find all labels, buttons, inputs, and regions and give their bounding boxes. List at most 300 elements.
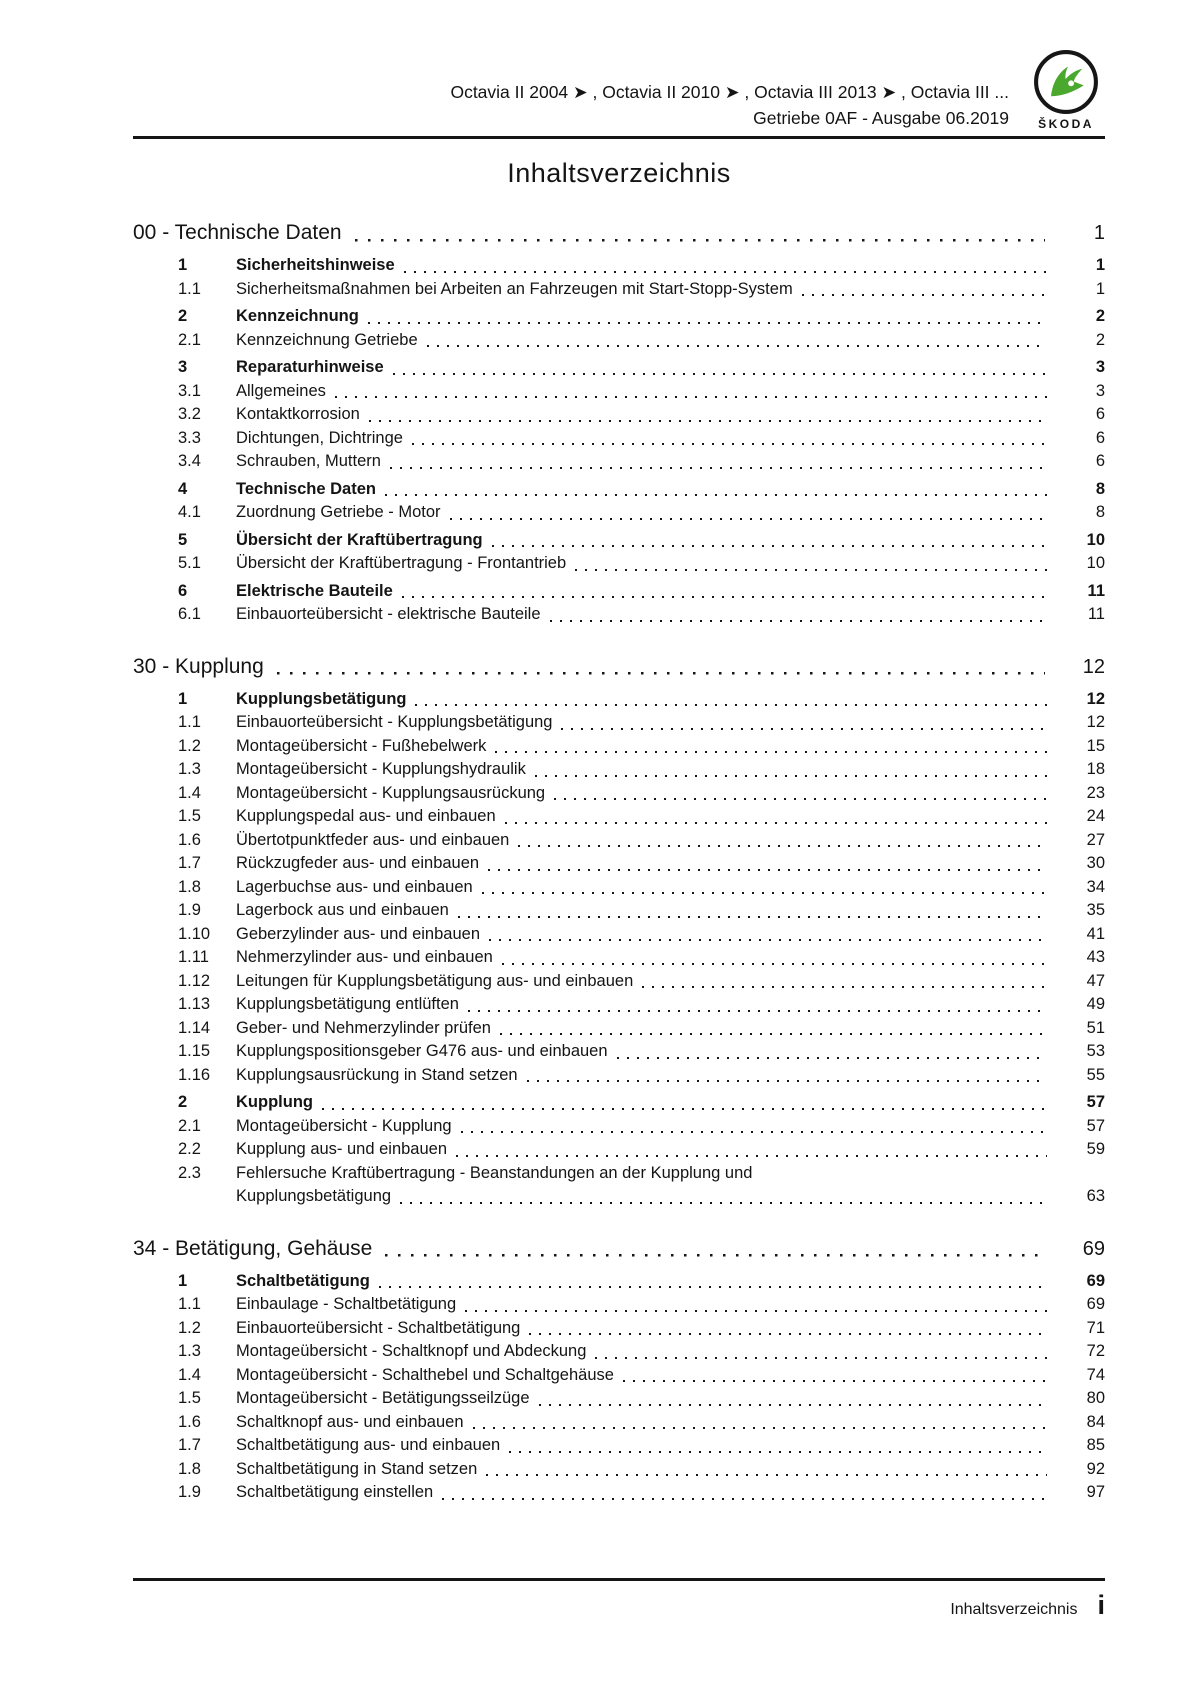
- toc-page-number: 6: [1095, 428, 1105, 447]
- toc-dotted-leader: [442, 1481, 1047, 1505]
- toc-entry-title-block: [236, 735, 1057, 759]
- toc-entry-number: 1.5: [178, 1389, 201, 1407]
- toc-entry-line: [236, 688, 1057, 712]
- toc-entry-title: Montageübersicht - Schaltknopf und Abdeckung: [236, 1342, 587, 1360]
- toc-dotted-leader: [509, 1434, 1047, 1458]
- toc-dotted-leader: [554, 782, 1047, 806]
- toc-entry-title: Montageübersicht - Kupplungshydraulik: [236, 760, 526, 778]
- footer-rule: [133, 1578, 1105, 1581]
- toc-entry-number: 1.5: [178, 807, 201, 825]
- toc-page-number: 12: [1086, 689, 1105, 708]
- toc-entry-number: 1.8: [178, 1459, 201, 1478]
- toc-entry-title-block: [236, 1364, 1057, 1388]
- toc-entry-title-block: [236, 1138, 1057, 1162]
- toc-page-number: 30: [1086, 854, 1105, 872]
- toc-page-number: 57: [1086, 1093, 1105, 1111]
- toc-entry-title: Übertotpunktfeder aus- und einbauen: [236, 830, 510, 849]
- toc-dotted-leader: [486, 1458, 1047, 1482]
- toc-row: [133, 1091, 1105, 1115]
- toc-entry-title-block: [236, 758, 1057, 782]
- toc-dotted-leader: [427, 329, 1047, 353]
- toc-entry-line: [236, 1270, 1057, 1294]
- toc-row: [133, 403, 1105, 427]
- toc-page-number: 97: [1086, 1483, 1105, 1501]
- toc-entry-number: 1: [178, 256, 188, 274]
- toc-dotted-leader: [623, 1364, 1047, 1388]
- toc-dotted-leader: [535, 758, 1047, 782]
- chapter-page-number: 1: [1093, 222, 1105, 244]
- chapter-dotted-leader: [277, 653, 1045, 681]
- toc-entry-title-block: [236, 580, 1057, 604]
- toc-entry-title-block: [236, 380, 1057, 404]
- toc-page-number: 10: [1086, 530, 1105, 549]
- toc-dotted-leader: [415, 688, 1047, 712]
- toc-entry-title-block: [236, 805, 1057, 829]
- toc-entry-title: Übersicht der Kraftübertragung - Frontantrieb: [236, 554, 567, 572]
- toc-entry-line: [236, 852, 1057, 876]
- toc-page-number: 12: [1086, 713, 1105, 731]
- toc-entry-line: [236, 1317, 1057, 1341]
- toc-page-number: 80: [1086, 1389, 1105, 1407]
- toc-page-number: 3: [1095, 381, 1105, 400]
- toc-entry-title: Schaltbetätigung in Stand setzen: [236, 1459, 478, 1478]
- toc-entry-number: 2: [178, 307, 188, 325]
- toc-row: [133, 380, 1105, 404]
- toc-dotted-leader: [473, 1411, 1047, 1435]
- toc-entry-title: Fehlersuche Kraftübertragung - Beanstandungen an der Kupplung und: [236, 1163, 753, 1182]
- toc-row: [133, 1064, 1105, 1088]
- toc-entry-line: [236, 529, 1057, 553]
- toc-entry-title: Einbauorteübersicht - elektrische Bauteile: [236, 605, 541, 623]
- toc-entry-title: Elektrische Bauteile: [236, 581, 393, 600]
- toc-page-number: 2: [1095, 307, 1105, 325]
- toc-dotted-leader: [400, 1185, 1047, 1209]
- toc-entry-number: 1.16: [178, 1065, 211, 1084]
- header-models-line: Octavia II 2004 ➤ , Octavia II 2010 ➤ , Octavia III 2013 ➤ , Octavia III ...: [450, 82, 1009, 102]
- toc-entry-number: 2.1: [178, 330, 201, 349]
- toc-page-number: 15: [1086, 736, 1105, 755]
- toc-entry-line: [236, 1364, 1057, 1388]
- toc-dotted-leader: [458, 899, 1047, 923]
- toc-page-number: 51: [1086, 1018, 1105, 1037]
- toc-entry-line: [236, 711, 1057, 735]
- toc-entry-line: [236, 1411, 1057, 1435]
- toc-entry-number: 1.6: [178, 830, 201, 849]
- toc-entry-title: Reparaturhinweise: [236, 358, 384, 376]
- toc-row: [133, 278, 1105, 302]
- toc-entry-line: [236, 946, 1057, 970]
- skoda-wing-icon: [1032, 48, 1100, 116]
- toc-entry-title-block: [236, 993, 1057, 1017]
- toc-entry-line: [236, 1115, 1057, 1139]
- toc-row: [133, 1458, 1105, 1482]
- toc-page-number: 69: [1086, 1295, 1105, 1313]
- toc-dotted-leader: [482, 876, 1047, 900]
- toc-entry-title-block: [236, 852, 1057, 876]
- toc-dotted-leader: [402, 580, 1047, 604]
- toc-row: [133, 805, 1105, 829]
- toc-entry-title-block: [236, 829, 1057, 853]
- toc-entry-line: [236, 758, 1057, 782]
- toc-page-number: 43: [1086, 948, 1105, 966]
- toc-entry-number: 1: [178, 689, 188, 708]
- toc-row: [133, 1040, 1105, 1064]
- toc-row: [133, 1387, 1105, 1411]
- toc-row: [133, 1317, 1105, 1341]
- toc-dotted-leader: [505, 805, 1047, 829]
- toc-entry-number: 2.3: [178, 1163, 201, 1182]
- toc-row: [133, 711, 1105, 735]
- toc-entry-number: 1.8: [178, 877, 201, 896]
- toc-entry-line: [236, 403, 1057, 427]
- toc-entry-title: Geber- und Nehmerzylinder prüfen: [236, 1018, 491, 1037]
- toc-entry-line: [236, 305, 1057, 329]
- chapter-dotted-leader: [355, 219, 1045, 247]
- toc-dotted-leader: [502, 946, 1047, 970]
- toc-row: [133, 876, 1105, 900]
- toc-entry-number: 1.2: [178, 736, 201, 755]
- toc-dotted-leader: [468, 993, 1047, 1017]
- toc-entry-title-block: [236, 1481, 1057, 1505]
- toc-page-number: 63: [1086, 1187, 1105, 1205]
- toc-entry-number: 3.3: [178, 428, 201, 447]
- toc-dotted-leader: [456, 1138, 1047, 1162]
- toc-page-number: 92: [1086, 1459, 1105, 1478]
- toc-entry-title-block: [236, 688, 1057, 712]
- footer-label: Inhaltsverzeichnis: [950, 1601, 1078, 1618]
- toc-entry-number: 1.2: [178, 1318, 201, 1337]
- toc-page-number: 59: [1086, 1140, 1105, 1158]
- toc-row: [133, 329, 1105, 353]
- toc-entry-number: 1.3: [178, 760, 201, 778]
- toc-entry-line: [236, 899, 1057, 923]
- toc-dotted-leader: [488, 852, 1047, 876]
- skoda-brand-text: ŠKODA: [1038, 117, 1094, 131]
- toc-row: [133, 1481, 1105, 1505]
- toc-dotted-leader: [390, 450, 1047, 474]
- toc-entry-number: 1.6: [178, 1412, 201, 1431]
- toc-entry-line: [236, 427, 1057, 451]
- toc-entry-line: [236, 1458, 1057, 1482]
- toc-entry-title: Kennzeichnung: [236, 307, 359, 325]
- toc-row: [133, 1162, 1105, 1209]
- toc-entry-title-block: [236, 329, 1057, 353]
- toc-entry-number: 1.3: [178, 1342, 201, 1360]
- toc-entry-line: [236, 1185, 1057, 1209]
- toc-row: [133, 946, 1105, 970]
- toc-page-number: 10: [1086, 554, 1105, 572]
- toc-entry-title-continuation: Kupplungsbetätigung: [236, 1187, 392, 1205]
- toc-entry-number: 1.1: [178, 279, 201, 298]
- toc-entry-line: [236, 450, 1057, 474]
- toc-entry-number: 1.4: [178, 783, 201, 802]
- toc-entry-number: 1.7: [178, 1436, 201, 1454]
- toc-dotted-leader: [393, 356, 1047, 380]
- toc-dotted-leader: [369, 403, 1047, 427]
- toc-row: [133, 427, 1105, 451]
- toc-dotted-leader: [379, 1270, 1047, 1294]
- toc-entry-title-block: [236, 356, 1057, 380]
- toc-dotted-leader: [495, 735, 1047, 759]
- toc-entry-line: [236, 356, 1057, 380]
- toc-entry-title-block: [236, 711, 1057, 735]
- toc-entry-number: 1.4: [178, 1365, 201, 1384]
- toc-entry-line: [236, 1091, 1057, 1115]
- toc-entry-title: Allgemeines: [236, 381, 326, 400]
- toc-row: [133, 603, 1105, 627]
- toc-row: [133, 923, 1105, 947]
- toc-entry-number: 1: [178, 1271, 188, 1290]
- toc-entry-number: 1.15: [178, 1042, 211, 1060]
- toc-entry-title-block: [236, 970, 1057, 994]
- toc-entry-title: Geberzylinder aus- und einbauen: [236, 924, 480, 943]
- toc-row: [133, 501, 1105, 525]
- toc-entry-title: Sicherheitshinweise: [236, 256, 395, 274]
- toc-dotted-leader: [412, 427, 1047, 451]
- toc-page-number: 11: [1087, 605, 1105, 623]
- page-footer: [133, 1578, 1105, 1619]
- toc-dotted-leader: [802, 278, 1047, 302]
- toc-entry-number: 6.1: [178, 605, 201, 623]
- toc-page-number: 23: [1086, 783, 1105, 802]
- toc-entry-title: Technische Daten: [236, 479, 376, 498]
- toc-entry-number: 1.10: [178, 924, 211, 943]
- toc-entry-line: [236, 876, 1057, 900]
- toc-entry-title-block: [236, 603, 1057, 627]
- toc-entry-title-block: [236, 1340, 1057, 1364]
- toc-entry-number: 3.1: [178, 381, 201, 400]
- toc-entry-title: Montageübersicht - Kupplung: [236, 1116, 452, 1135]
- toc-entry-number: 3: [178, 358, 188, 376]
- toc-entry-title-block: [236, 278, 1057, 302]
- toc-row: [133, 1017, 1105, 1041]
- toc-entry-number: 1.13: [178, 995, 211, 1013]
- toc-entry-title-block: [236, 1387, 1057, 1411]
- toc-entry-number: 1.11: [178, 948, 209, 966]
- toc-page-number: 27: [1086, 830, 1105, 849]
- toc-dotted-leader: [500, 1017, 1047, 1041]
- toc-row: [133, 478, 1105, 502]
- toc-row: [133, 305, 1105, 329]
- toc-dotted-leader: [404, 254, 1047, 278]
- toc-page-number: 49: [1086, 995, 1105, 1013]
- toc-entry-title-block: [236, 782, 1057, 806]
- chapter-dotted-leader: [385, 1235, 1045, 1263]
- toc-entry-title-block: [236, 305, 1057, 329]
- toc-page-number: 47: [1086, 971, 1105, 990]
- toc-dotted-leader: [617, 1040, 1047, 1064]
- toc-entry-number: 5.1: [178, 554, 201, 572]
- toc-entry-line: [236, 1387, 1057, 1411]
- toc-page-number: 85: [1086, 1436, 1105, 1454]
- toc-page-number: 8: [1095, 479, 1105, 498]
- toc-page-number: 8: [1095, 503, 1105, 521]
- toc-row: [133, 1340, 1105, 1364]
- toc-entry-title-block: [236, 1162, 1057, 1209]
- toc-entry-line: [236, 278, 1057, 302]
- toc-entry-line: [236, 993, 1057, 1017]
- toc-entry-title: Montageübersicht - Betätigungsseilzüge: [236, 1389, 530, 1407]
- toc-row: [133, 852, 1105, 876]
- toc-entry-line: [236, 501, 1057, 525]
- toc-entry-number: 4: [178, 479, 188, 498]
- toc-entry-number: 1.9: [178, 1483, 201, 1501]
- toc-page-number: 35: [1086, 901, 1105, 919]
- toc-entry-title: Montageübersicht - Schalthebel und Schaltgehäuse: [236, 1365, 614, 1384]
- toc-entry-title: Montageübersicht - Fußhebelwerk: [236, 736, 487, 755]
- toc-page-number: 53: [1086, 1042, 1105, 1060]
- toc-entry-line: [236, 923, 1057, 947]
- toc-entry-line: [236, 970, 1057, 994]
- chapter-heading: 00 - Technische Daten: [133, 221, 342, 244]
- toc-entry-title-block: [236, 552, 1057, 576]
- toc-row: [133, 829, 1105, 853]
- toc-entry-title: Nehmerzylinder aus- und einbauen: [236, 948, 493, 966]
- toc-dotted-leader: [465, 1293, 1047, 1317]
- toc-entry-title: Kupplung aus- und einbauen: [236, 1140, 448, 1158]
- toc-row: [133, 688, 1105, 712]
- toc-page-number: 41: [1086, 924, 1105, 943]
- toc-entry-number: 1.12: [178, 971, 211, 990]
- toc-dotted-leader: [595, 1340, 1047, 1364]
- toc-row: [133, 580, 1105, 604]
- toc-entry-line: [236, 735, 1057, 759]
- toc-entry-line: [236, 1293, 1057, 1317]
- toc-entry-title-block: [236, 946, 1057, 970]
- toc-entry-title-block: [236, 1317, 1057, 1341]
- toc-row: [133, 970, 1105, 994]
- toc-entry-number: 1.1: [178, 713, 201, 731]
- toc-entry-number: 3.4: [178, 452, 201, 470]
- toc-entry-title: Sicherheitsmaßnahmen bei Arbeiten an Fahrzeugen mit Start-Stopp-System: [236, 279, 793, 298]
- toc-entry-line: [236, 1481, 1057, 1505]
- toc-entry-title-block: [236, 1458, 1057, 1482]
- toc-entry-number: 1.14: [178, 1018, 211, 1037]
- toc-entry-line: [236, 380, 1057, 404]
- chapter-page-number: 69: [1082, 1237, 1105, 1260]
- toc-row: [133, 254, 1105, 278]
- toc-entry-title-block: [236, 1064, 1057, 1088]
- toc-entry-line: [236, 782, 1057, 806]
- toc-entry-title-block: [236, 1270, 1057, 1294]
- toc-entry-title: Kupplungsausrückung in Stand setzen: [236, 1065, 518, 1084]
- toc-entry-title: Leitungen für Kupplungsbetätigung aus- und einbauen: [236, 971, 634, 990]
- toc-entry-line: [236, 1138, 1057, 1162]
- toc-row: [133, 1293, 1105, 1317]
- toc-entry-line: [236, 580, 1057, 604]
- toc-entry-title: Kontaktkorrosion: [236, 405, 360, 423]
- toc-entry-line: [236, 603, 1057, 627]
- toc-entry-title: Einbauorteübersicht - Kupplungsbetätigung: [236, 713, 553, 731]
- toc-dotted-leader: [561, 711, 1047, 735]
- toc-entry-title: Schaltbetätigung einstellen: [236, 1483, 434, 1501]
- toc-row: [133, 356, 1105, 380]
- toc-entry-title-block: [236, 501, 1057, 525]
- toc-page-number: 57: [1086, 1116, 1105, 1135]
- toc-dotted-leader: [518, 829, 1047, 853]
- page-header: [133, 0, 1105, 139]
- toc-entry-line: [236, 254, 1057, 278]
- toc-entry-title: Schaltknopf aus- und einbauen: [236, 1412, 464, 1431]
- chapter-heading: 34 - Betätigung, Gehäuse: [133, 1236, 373, 1260]
- chapter-row: [133, 653, 1105, 681]
- toc-entry-line: [236, 478, 1057, 502]
- toc-entry-title: Übersicht der Kraftübertragung: [236, 530, 483, 549]
- toc-row: [133, 1364, 1105, 1388]
- toc-entry-title-block: [236, 1017, 1057, 1041]
- header-edition-line: Getriebe 0AF - Ausgabe 06.2019: [753, 108, 1009, 128]
- toc-dotted-leader: [322, 1091, 1047, 1115]
- toc-entry-title: Zuordnung Getriebe - Motor: [236, 503, 441, 521]
- toc-page-number: 84: [1086, 1412, 1105, 1431]
- toc-entry-title: Kupplungsbetätigung entlüften: [236, 995, 459, 1013]
- toc-entry-title: Schaltbetätigung aus- und einbauen: [236, 1436, 501, 1454]
- chapter-row: [133, 1235, 1105, 1263]
- skoda-logo: [1027, 48, 1105, 131]
- toc-dotted-leader: [492, 529, 1047, 553]
- toc-row: [133, 993, 1105, 1017]
- toc-entry-title: Dichtungen, Dichtringe: [236, 428, 403, 447]
- toc-dotted-leader: [368, 305, 1047, 329]
- toc-page-number: 6: [1095, 452, 1105, 470]
- toc-entry-title-block: [236, 529, 1057, 553]
- toc-dotted-leader: [385, 478, 1047, 502]
- toc-page-number: 74: [1086, 1365, 1105, 1384]
- toc-row: [133, 529, 1105, 553]
- toc: [133, 219, 1105, 1505]
- toc-dotted-leader: [527, 1064, 1047, 1088]
- toc-row: [133, 1411, 1105, 1435]
- toc-entry-title-block: [236, 427, 1057, 451]
- toc-entry-title-block: [236, 254, 1057, 278]
- toc-entry-title-block: [236, 923, 1057, 947]
- toc-entry-number: 1.9: [178, 901, 201, 919]
- toc-entry-number: 2: [178, 1093, 188, 1111]
- toc-entry-title-block: [236, 1434, 1057, 1458]
- toc-dotted-leader: [450, 501, 1047, 525]
- toc-entry-title-block: [236, 450, 1057, 474]
- toc-page-number: 34: [1086, 877, 1105, 896]
- toc-entry-title-block: [236, 403, 1057, 427]
- toc-row: [133, 450, 1105, 474]
- footer-page-number: i: [1097, 1590, 1105, 1620]
- toc-page-number: 1: [1095, 256, 1105, 274]
- toc-entry-line: [236, 552, 1057, 576]
- toc-dotted-leader: [575, 552, 1047, 576]
- toc-entry-title-block: [236, 876, 1057, 900]
- toc-entry-number: 3.2: [178, 405, 201, 423]
- toc-row: [133, 758, 1105, 782]
- toc-row: [133, 1138, 1105, 1162]
- toc-entry-title: Lagerbock aus und einbauen: [236, 901, 449, 919]
- chapter-heading: 30 - Kupplung: [133, 654, 264, 678]
- toc-row: [133, 1270, 1105, 1294]
- toc-page-number: 1: [1095, 279, 1105, 298]
- toc-entry-title: Schaltbetätigung: [236, 1271, 370, 1290]
- toc-entry-title: Kennzeichnung Getriebe: [236, 330, 418, 349]
- chapter-row: [133, 219, 1105, 247]
- toc-entry-title: Einbauorteübersicht - Schaltbetätigung: [236, 1318, 521, 1337]
- toc-entry-line: [236, 805, 1057, 829]
- toc-entry-title-block: [236, 1040, 1057, 1064]
- toc-entry-title: Rückzugfeder aus- und einbauen: [236, 854, 480, 872]
- toc-dotted-leader: [461, 1115, 1047, 1139]
- toc-page-number: 69: [1086, 1271, 1105, 1290]
- toc-entry-title-block: [236, 1115, 1057, 1139]
- toc-entry-title: Kupplung: [236, 1093, 313, 1111]
- toc-page-number: 2: [1095, 330, 1105, 349]
- toc-dotted-leader: [539, 1387, 1047, 1411]
